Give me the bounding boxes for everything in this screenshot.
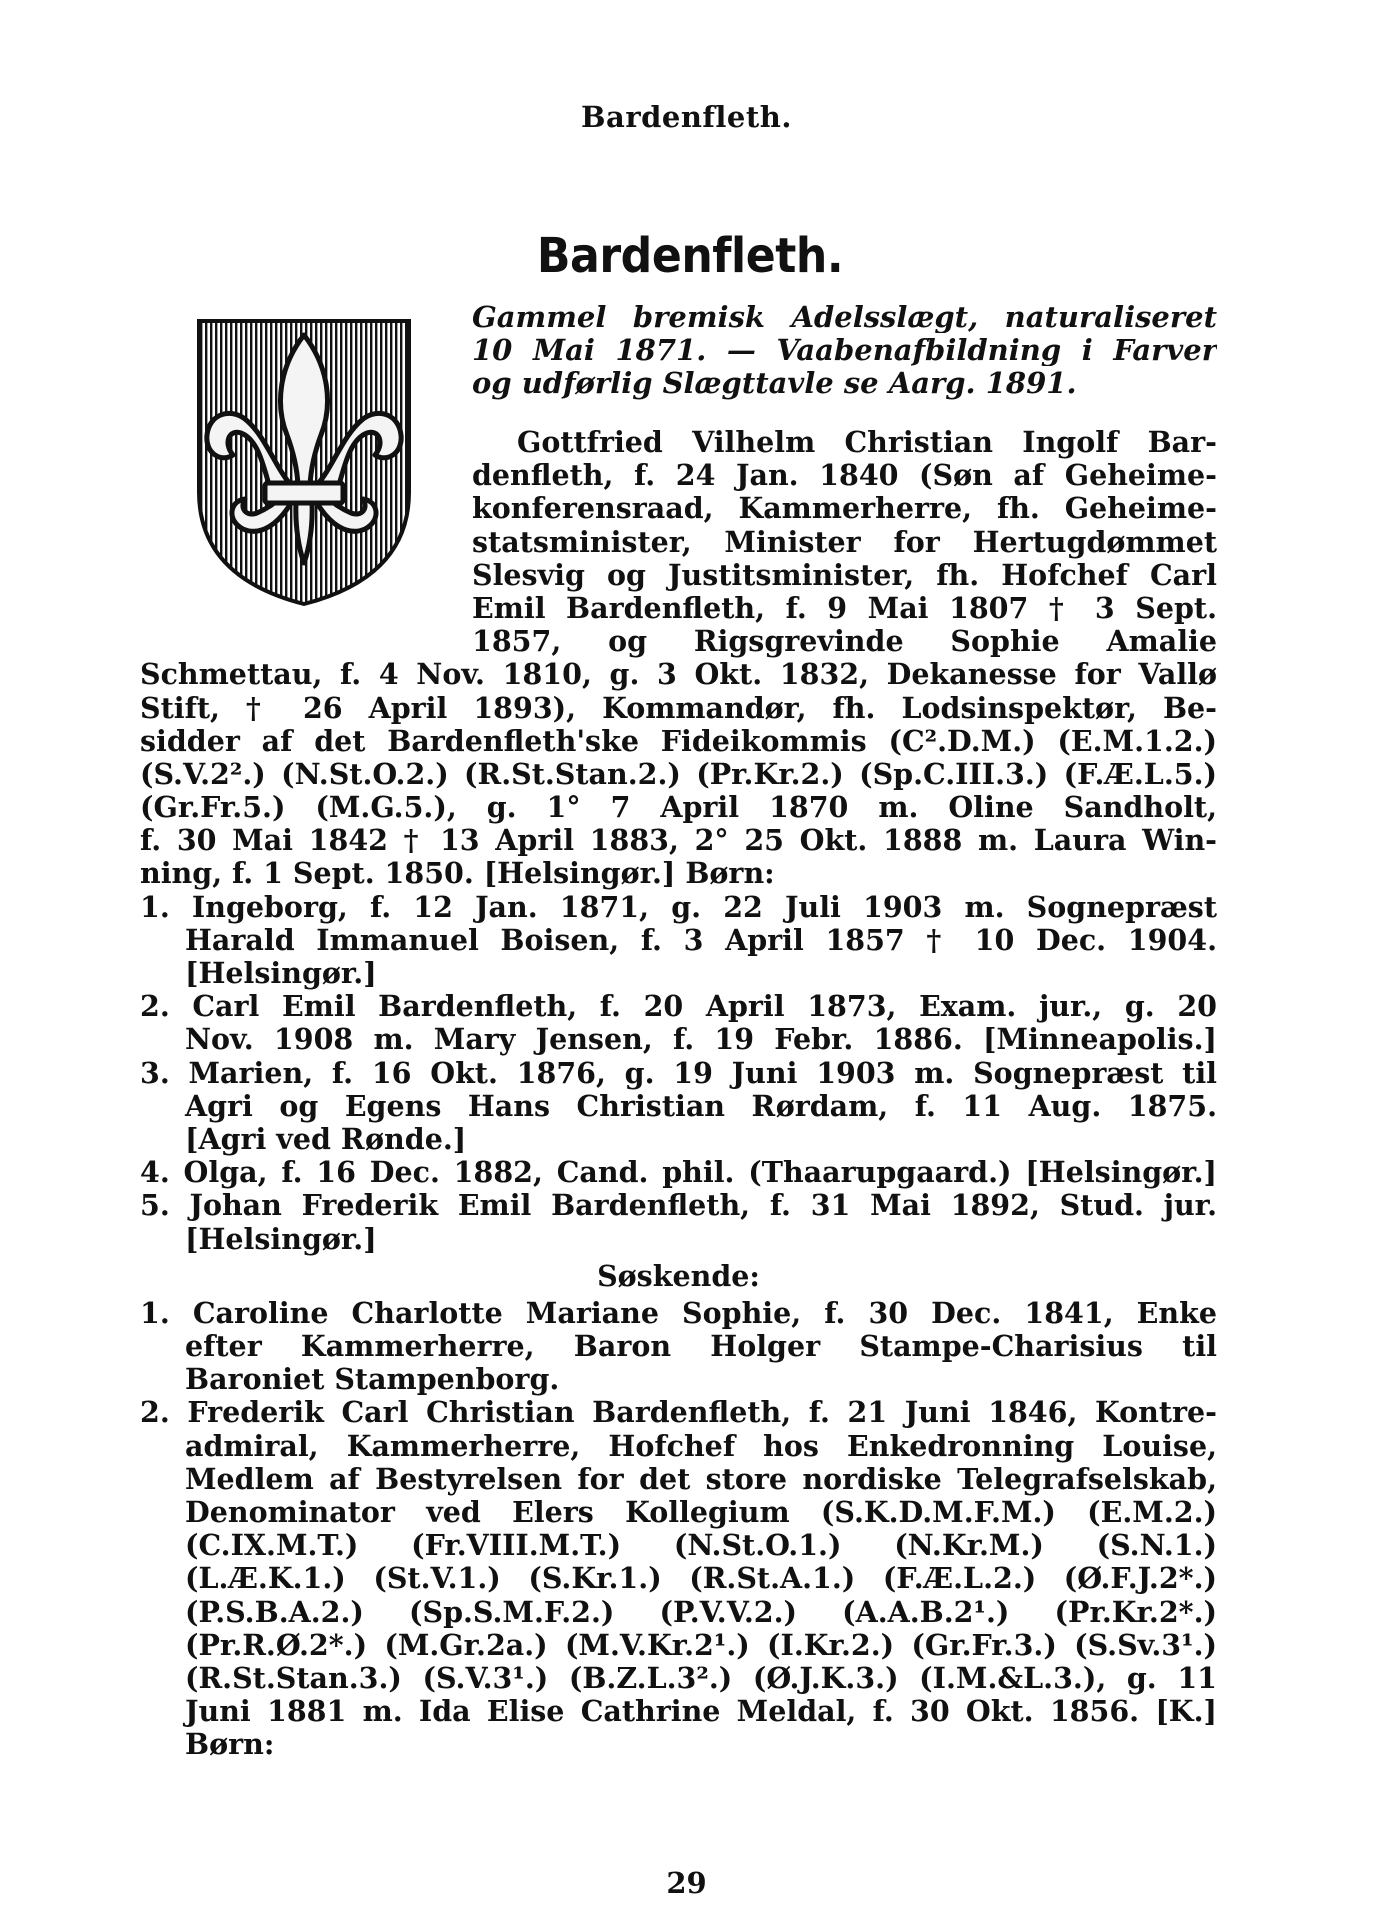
child-line: 5. Johan Frederik Emil Bardenfleth, f. 31 Mai 1892, Stud. jur. <box>140 1189 1217 1223</box>
text-line: (S.V.2².) (N.St.O.2.) (R.St.Stan.2.) (Pr.Kr.2.) (Sp.C.III.3.) (F.Æ.L.5.) <box>140 757 1217 791</box>
text-line: Stift, † 26 April 1893), Kommandør, fh. Lodsinspektør, Be- <box>140 691 1217 725</box>
text-line: (Gr.Fr.5.) (M.G.5.), g. 1° 7 April 1870 m. Oline Sandholt, <box>140 791 1217 825</box>
child-line: 1. Ingeborg, f. 12 Jan. 1871, g. 22 Juli 1903 m. Sognepræst <box>140 890 1217 924</box>
children-list <box>140 891 1217 1256</box>
text-line: 1857, og Rigsgrevinde Sophie Amalie <box>472 625 1217 659</box>
siblings-list <box>140 1297 1217 1762</box>
sibling-line: Medlem af Bestyrelsen for det store nordiske Telegrafselskab, <box>185 1462 1217 1496</box>
sibling-line: (P.S.B.A.2.) (Sp.S.M.F.2.) (P.V.V.2.) (A.A.B.2¹.) (Pr.Kr.2*.) <box>185 1595 1217 1629</box>
child-line: [Helsingør.] <box>185 957 377 990</box>
text-line: Schmettau, f. 4 Nov. 1810, g. 3 Okt. 1832, Dekanesse for Vallø <box>140 658 1217 692</box>
body-text <box>140 426 1217 1762</box>
page-number: 29 <box>666 1866 707 1900</box>
child-line: Harald Immanuel Boisen, f. 3 April 1857 † 10 Dec. 1904. <box>185 923 1217 957</box>
sibling-line: efter Kammerherre, Baron Holger Stampe-Charisius til <box>185 1330 1217 1364</box>
child-line: [Helsingør.] <box>185 1222 377 1256</box>
child-line: Agri og Egens Hans Christian Rørdam, f. 11 Aug. 1875. <box>185 1089 1217 1123</box>
text-line: f. 30 Mai 1842 † 13 April 1883, 2° 25 Okt. 1888 m. Laura Win- <box>140 824 1217 858</box>
family-title: Bardenfleth. <box>536 228 844 284</box>
main-entry <box>140 426 1217 891</box>
sibling-line: Juni 1881 m. Ida Elise Cathrine Meldal, f. 30 Okt. 1856. [K.] <box>185 1695 1217 1729</box>
running-head: Bardenfleth. <box>581 100 792 134</box>
siblings-heading: Søskende: <box>597 1259 760 1293</box>
text-line: sidder af det Bardenfleth'ske Fideikommis (C².D.M.) (E.M.1.2.) <box>140 724 1217 758</box>
child-line: 2. Carl Emil Bardenfleth, f. 20 April 1873, Exam. jur., g. 20 <box>140 990 1217 1024</box>
sibling-line: (R.St.Stan.3.) (S.V.3¹.) (B.Z.L.3².) (Ø.J.K.3.) (I.M.&L.3.), g. 11 <box>185 1661 1217 1695</box>
sibling-line: (L.Æ.K.1.) (St.V.1.) (S.Kr.1.) (R.St.A.1.) (F.Æ.L.2.) (Ø.F.J.2*.) <box>185 1562 1217 1596</box>
child-line: 3. Marien, f. 16 Okt. 1876, g. 19 Juni 1903 m. Sognepræst til <box>140 1056 1217 1090</box>
child-line: Nov. 1908 m. Mary Jensen, f. 19 Febr. 1886. [Minneapolis.] <box>185 1023 1217 1057</box>
intro-line: og udførlig Slægttavle se Aarg. 1891. <box>472 366 1077 400</box>
text-line: konferensraad, Kammerherre, fh. Geheime- <box>472 492 1217 526</box>
text-line: Emil Bardenfleth, f. 9 Mai 1807 † 3 Sept. <box>472 591 1217 625</box>
text-line: Slesvig og Justitsminister, fh. Hofchef Carl <box>472 558 1217 592</box>
sibling-line: (C.IX.M.T.) (Fr.VIII.M.T.) (N.St.O.1.) (N.Kr.M.) (S.N.1.) <box>185 1529 1217 1563</box>
child-line: [Agri ved Rønde.] <box>185 1122 467 1156</box>
text-line: ning, f. 1 Sept. 1850. [Helsingør.] Børn: <box>140 857 775 891</box>
sibling-line: 1. Caroline Charlotte Mariane Sophie, f. 30 Dec. 1841, Enke <box>140 1296 1217 1330</box>
child-line: 4. Olga, f. 16 Dec. 1882, Cand. phil. (Thaarupgaard.) [Helsingør.] <box>140 1156 1217 1190</box>
sibling-line: Baroniet Stampenborg. <box>185 1363 560 1397</box>
text-line: Gottfried Vilhelm Christian Ingolf Bar- <box>517 426 1217 459</box>
text-line: denfleth, f. 24 Jan. 1840 (Søn af Geheime- <box>472 459 1217 493</box>
sibling-line: (Pr.R.Ø.2*.) (M.Gr.2a.) (M.V.Kr.2¹.) (I.Kr.2.) (Gr.Fr.3.) (S.Sv.3¹.) <box>185 1628 1217 1662</box>
sibling-line: 2. Frederik Carl Christian Bardenfleth, f. 21 Juni 1846, Kontre- <box>140 1396 1217 1430</box>
text-line: statsminister, Minister for Hertugdømmet <box>472 525 1217 559</box>
intro-line: Gammel bremisk Adelsslægt, naturaliseret <box>472 300 1217 334</box>
sibling-line: Børn: <box>185 1728 275 1762</box>
intro-text <box>472 300 1217 400</box>
intro-line: 10 Mai 1871. — Vaabenafbildning i Farver <box>472 333 1217 367</box>
sibling-line: Denominator ved Elers Kollegium (S.K.D.M.F.M.) (E.M.2.) <box>185 1496 1217 1529</box>
sibling-line: admiral, Kammerherre, Hofchef hos Enkedronning Louise, <box>185 1429 1217 1463</box>
